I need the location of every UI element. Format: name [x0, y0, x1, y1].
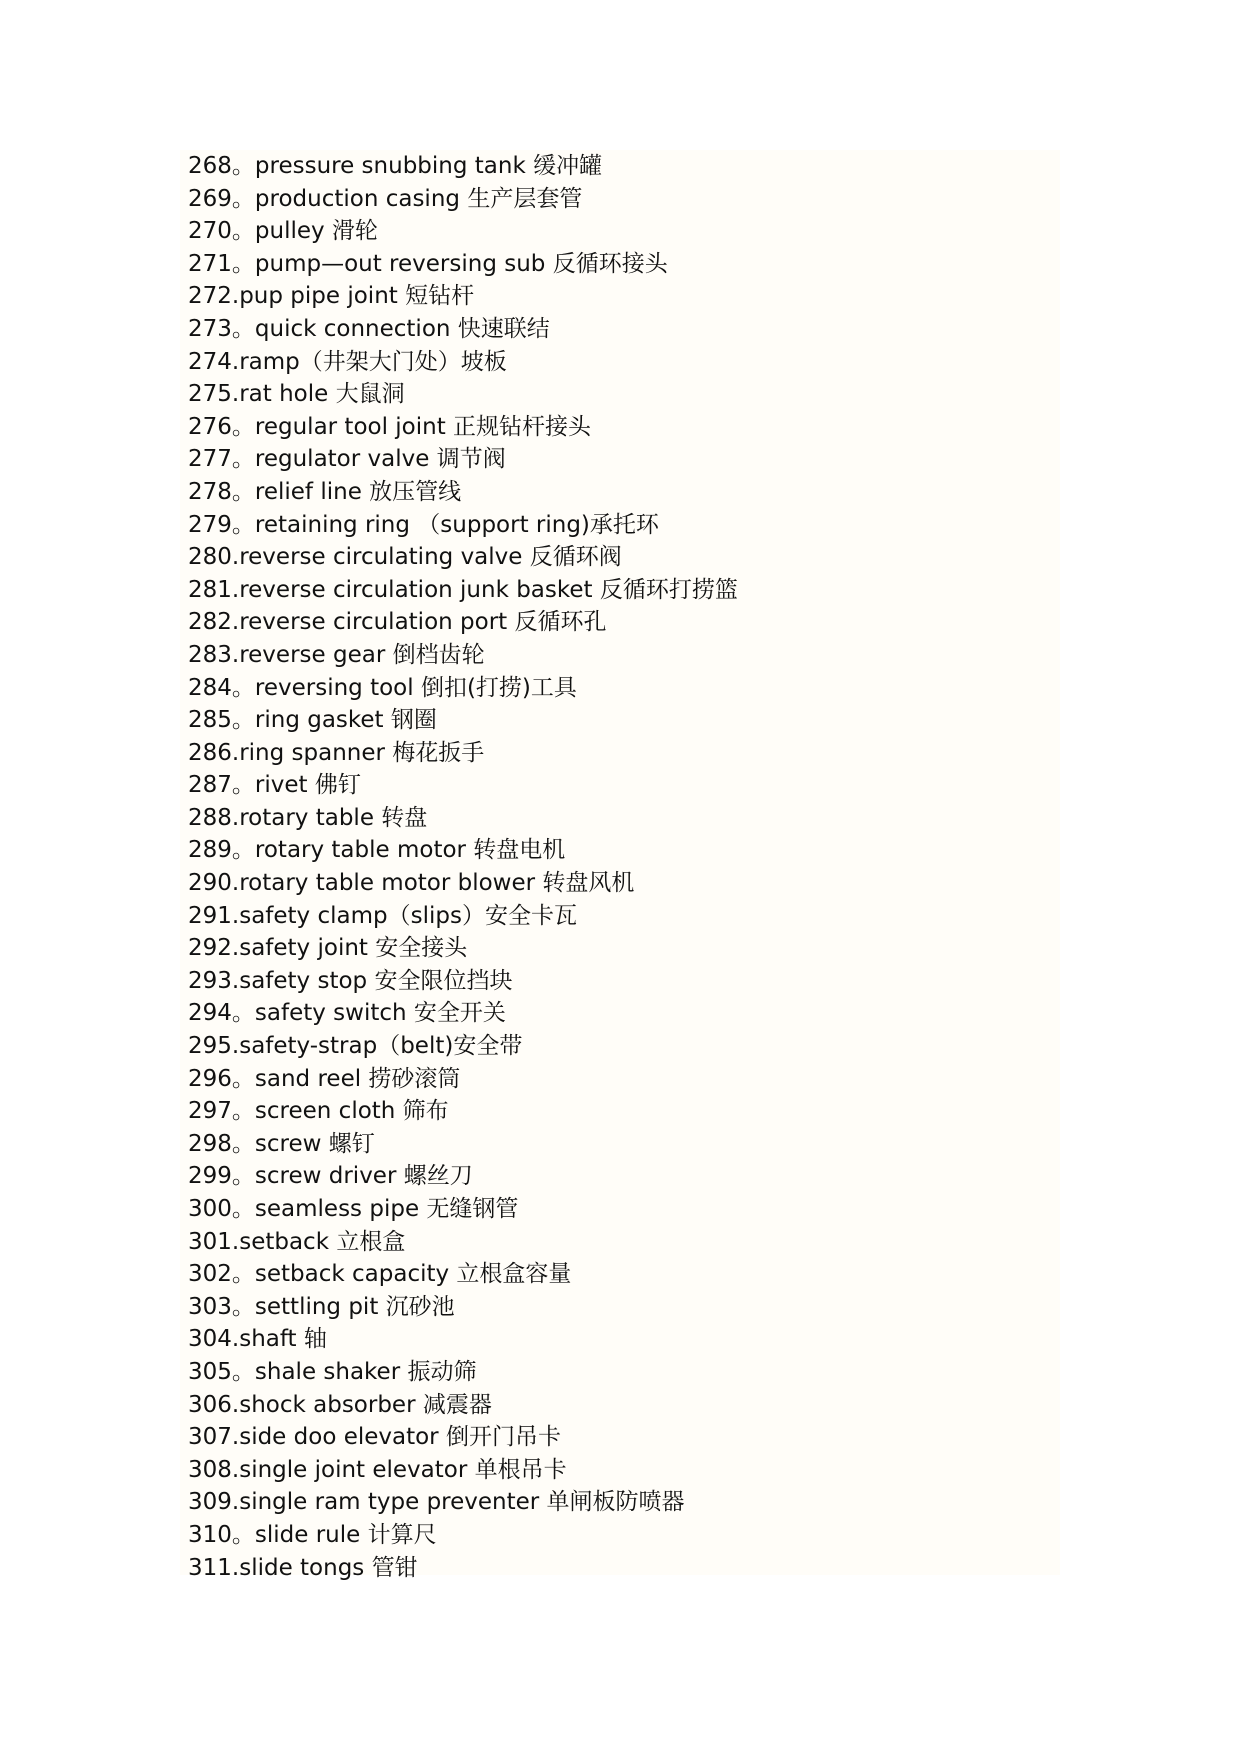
glossary-entry	[188, 1128, 738, 1161]
glossary-entry	[188, 1356, 738, 1389]
glossary-entry	[188, 411, 738, 444]
glossary-entry	[188, 606, 738, 639]
glossary-entry-text: 277。regulator valve 调节阀	[188, 446, 506, 473]
glossary-entry	[188, 639, 738, 672]
glossary-entry-text: 268。pressure snubbing tank 缓冲罐	[188, 153, 603, 179]
glossary-entry	[188, 834, 738, 867]
glossary-entry-text: 276。regular tool joint 正规钻杆接头	[188, 413, 592, 440]
glossary-entry	[188, 443, 738, 476]
glossary-entry	[188, 802, 738, 835]
glossary-entry-text: 310。slide rule 计算尺	[188, 1521, 437, 1548]
glossary-entry-text: 279。retaining ring （support ring)承托环	[188, 511, 659, 538]
glossary-entry-text: 298。screw 螺钉	[188, 1130, 375, 1157]
glossary-entry-text: 284。reversing tool 倒扣(打捞)工具	[188, 674, 577, 701]
glossary-entry-text: 299。screw driver 螺丝刀	[188, 1163, 473, 1190]
glossary-entry-text: 288.rotary table 转盘	[188, 804, 428, 831]
glossary-entry	[188, 574, 738, 607]
glossary-entry	[188, 965, 738, 998]
glossary-entry	[188, 867, 738, 900]
glossary-entry-text: 311.slide tongs 管钳	[188, 1554, 418, 1581]
glossary-entry-text: 270。pulley 滑轮	[188, 218, 378, 245]
glossary-entry	[188, 1160, 738, 1193]
glossary-entry-text: 289。rotary table motor 转盘电机	[188, 837, 566, 864]
glossary-entry-text: 273。quick connection 快速联结	[188, 315, 550, 342]
glossary-entry-text: 272.pup pipe joint 短钻杆	[188, 283, 475, 310]
glossary-entry-text: 305。shale shaker 振动筛	[188, 1358, 477, 1385]
glossary-entry	[188, 1291, 738, 1324]
glossary-entry	[188, 1063, 738, 1096]
glossary-entry-text: 287。rivet 佛钉	[188, 772, 361, 799]
glossary-entry	[188, 183, 738, 216]
glossary-entry	[188, 900, 738, 933]
glossary-entry-text: 281.reverse circulation junk basket 反循环打捞篮	[188, 576, 738, 603]
glossary-entry	[188, 1258, 738, 1291]
glossary-entry-text: 297。screen cloth 筛布	[188, 1098, 449, 1125]
glossary-entry-text: 271。pump—out reversing sub 反循环接头	[188, 250, 668, 277]
glossary-entry	[188, 1454, 738, 1487]
glossary-entry	[188, 1193, 738, 1226]
glossary-entry-text: 295.safety-strap（belt)安全带	[188, 1033, 523, 1060]
glossary-entry	[188, 1226, 738, 1259]
glossary-entry-text: 290.rotary table motor blower 转盘风机	[188, 870, 635, 897]
glossary-entry	[188, 737, 738, 770]
glossary-entry	[188, 997, 738, 1030]
glossary-entry	[188, 1519, 738, 1552]
glossary-entry-text: 283.reverse gear 倒档齿轮	[188, 641, 485, 668]
glossary-entry	[188, 1030, 738, 1063]
glossary-entry	[188, 1095, 738, 1128]
glossary-entry-text: 292.safety joint 安全接头	[188, 935, 468, 962]
glossary-entry-text: 301.setback 立根盒	[188, 1228, 406, 1255]
glossary-entry	[188, 1421, 738, 1454]
glossary-entry-text: 304.shaft 轴	[188, 1326, 327, 1353]
glossary-entry-text: 300。seamless pipe 无缝钢管	[188, 1196, 519, 1222]
glossary-entry-text: 274.ramp（井架大门处）坡板	[188, 348, 507, 375]
glossary-entry	[188, 248, 738, 281]
glossary-entry	[188, 769, 738, 802]
glossary-entry-text: 282.reverse circulation port 反循环孔	[188, 609, 607, 636]
glossary-entry-text: 285。ring gasket 钢圈	[188, 707, 437, 734]
glossary-entry	[188, 150, 738, 183]
glossary-entry	[188, 1323, 738, 1356]
glossary-entry	[188, 932, 738, 965]
glossary-entry-text: 278。relief line 放压管线	[188, 478, 462, 505]
glossary-entry	[188, 704, 738, 737]
glossary-entry-text: 306.shock absorber 减震器	[188, 1391, 492, 1418]
glossary-entry-text: 291.safety clamp（slips）安全卡瓦	[188, 902, 577, 929]
glossary-entry	[188, 476, 738, 509]
glossary-entry-text: 280.reverse circulating valve 反循环阀	[188, 544, 622, 571]
glossary-entry-text: 296。sand reel 捞砂滚筒	[188, 1065, 461, 1092]
glossary-entry	[188, 215, 738, 248]
glossary-entry-text: 303。settling pit 沉砂池	[188, 1293, 455, 1320]
glossary-entry	[188, 280, 738, 313]
glossary-list	[188, 150, 738, 1584]
glossary-entry-text: 269。production casing 生产层套管	[188, 185, 583, 212]
glossary-entry	[188, 346, 738, 379]
glossary-entry	[188, 1389, 738, 1422]
glossary-entry-text: 275.rat hole 大鼠洞	[188, 381, 405, 408]
glossary-entry-text: 286.ring spanner 梅花扳手	[188, 739, 485, 766]
document-page-content	[180, 150, 1060, 1581]
glossary-entry	[188, 672, 738, 705]
glossary-entry-text: 294。safety switch 安全开关	[188, 1000, 506, 1027]
glossary-entry-text: 307.side doo elevator 倒开门吊卡	[188, 1424, 561, 1451]
glossary-entry-text: 309.single ram type preventer 单闸板防喷器	[188, 1489, 685, 1516]
glossary-entry	[188, 509, 738, 542]
glossary-entry	[188, 1552, 738, 1585]
glossary-entry-text: 293.safety stop 安全限位挡块	[188, 967, 513, 994]
glossary-entry	[188, 1486, 738, 1519]
glossary-entry	[188, 313, 738, 346]
glossary-entry-text: 302。setback capacity 立根盒容量	[188, 1261, 572, 1288]
glossary-entry	[188, 378, 738, 411]
glossary-entry	[188, 541, 738, 574]
glossary-entry-text: 308.single joint elevator 单根吊卡	[188, 1456, 567, 1483]
